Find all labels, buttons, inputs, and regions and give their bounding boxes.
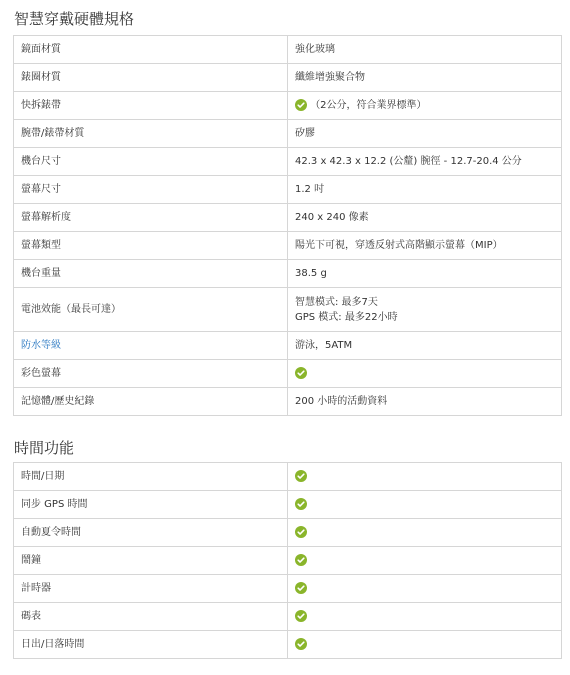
- spec-label: 彩色螢幕: [14, 360, 288, 388]
- spec-value-cell: [288, 92, 562, 120]
- check-circle-icon: [295, 99, 307, 111]
- table-row: [14, 204, 562, 232]
- hardware-section-title: 智慧穿戴硬體規格: [14, 10, 135, 28]
- table-row: [14, 388, 562, 416]
- spec-value: 1.2 吋: [288, 176, 562, 204]
- table-row: [14, 120, 562, 148]
- spec-value-cell: [288, 575, 562, 603]
- table-row: [14, 232, 562, 260]
- table-row: [14, 176, 562, 204]
- spec-label: 機台尺寸: [14, 148, 288, 176]
- spec-label: 機台重量: [14, 260, 288, 288]
- spec-label: 鬧鐘: [14, 547, 288, 575]
- spec-value: 200 小時的活動資料: [288, 388, 562, 416]
- spec-value-cell: [288, 547, 562, 575]
- spec-value: 游泳，5ATM: [288, 332, 562, 360]
- spec-label: 同步 GPS 時間: [14, 491, 288, 519]
- spec-value: 矽膠: [288, 120, 562, 148]
- hardware-spec-table: [13, 35, 562, 416]
- table-row: [14, 92, 562, 120]
- spec-label-cell: [14, 332, 288, 360]
- table-row: [14, 603, 562, 631]
- table-row: [14, 575, 562, 603]
- check-circle-icon: [295, 498, 307, 510]
- table-row: [14, 288, 562, 332]
- table-row: [14, 64, 562, 92]
- spec-value-cell: [288, 360, 562, 388]
- check-circle-icon: [295, 367, 307, 379]
- spec-label: 時間/日期: [14, 463, 288, 491]
- check-circle-icon: [295, 554, 307, 566]
- table-row: [14, 463, 562, 491]
- spec-label: 鏡面材質: [14, 36, 288, 64]
- check-circle-icon: [295, 470, 307, 482]
- spec-value-line: GPS 模式: 最多22小時: [295, 311, 398, 323]
- check-circle-icon: [295, 638, 307, 650]
- spec-value: （2公分，符合業界標準）: [310, 99, 427, 111]
- table-row: [14, 631, 562, 659]
- table-row: [14, 519, 562, 547]
- spec-value-cell: [288, 288, 562, 332]
- check-circle-icon: [295, 610, 307, 622]
- spec-value: 強化玻璃: [288, 36, 562, 64]
- table-row: [14, 332, 562, 360]
- table-row: [14, 491, 562, 519]
- check-circle-icon: [295, 526, 307, 538]
- spec-label: 螢幕類型: [14, 232, 288, 260]
- spec-value-cell: [288, 603, 562, 631]
- spec-value: 240 x 240 像素: [288, 204, 562, 232]
- spec-label: 快拆錶帶: [14, 92, 288, 120]
- spec-value-cell: [288, 519, 562, 547]
- spec-label: 腕帶/錶帶材質: [14, 120, 288, 148]
- spec-label: 螢幕解析度: [14, 204, 288, 232]
- spec-value: 陽光下可視，穿透反射式高階顯示螢幕（MIP）: [288, 232, 562, 260]
- table-row: [14, 148, 562, 176]
- spec-label: 日出/日落時間: [14, 631, 288, 659]
- table-row: [14, 260, 562, 288]
- time-features-section-title: 時間功能: [14, 439, 75, 457]
- spec-label: 計時器: [14, 575, 288, 603]
- spec-value-line: 智慧模式: 最多7天: [295, 296, 378, 308]
- spec-value-cell: [288, 491, 562, 519]
- spec-label: 錶圈材質: [14, 64, 288, 92]
- spec-label: 記憶體/歷史紀錄: [14, 388, 288, 416]
- spec-label: 碼表: [14, 603, 288, 631]
- spec-value: 纖維增強聚合物: [288, 64, 562, 92]
- spec-label: 自動夏令時間: [14, 519, 288, 547]
- spec-value-cell: [288, 463, 562, 491]
- time-features-table: [13, 462, 562, 659]
- spec-label: 螢幕尺寸: [14, 176, 288, 204]
- spec-label: 電池效能（最長可達）: [14, 288, 288, 332]
- waterproof-rating-link[interactable]: 防水等級: [21, 340, 61, 351]
- spec-value: 42.3 x 42.3 x 12.2 (公釐) 腕徑 - 12.7-20.4 公分: [288, 148, 562, 176]
- table-row: [14, 36, 562, 64]
- spec-value-cell: [288, 631, 562, 659]
- table-row: [14, 547, 562, 575]
- spec-value: 38.5 g: [288, 260, 562, 288]
- check-circle-icon: [295, 582, 307, 594]
- table-row: [14, 360, 562, 388]
